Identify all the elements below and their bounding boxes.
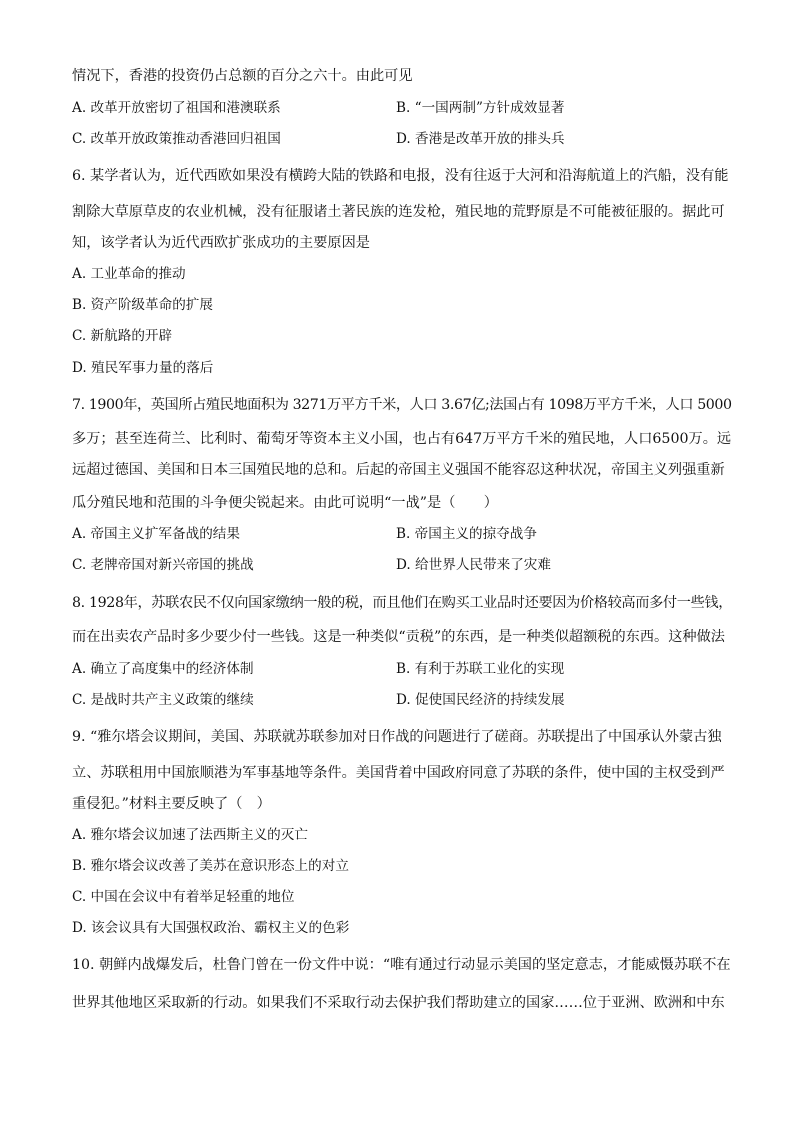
q9-option-a: A. 雅尔塔会议加速了法西斯主义的灭亡 (72, 827, 308, 843)
q7-stem-line-3: 远超过德国、美国和日本三国殖民地的总和。后起的帝国主义强国不能容忍这种状况，帝国主义列强重新 (72, 462, 725, 478)
q6-option-d: D. 殖民军事力量的落后 (72, 360, 214, 376)
q10-stem-line-1: 10. 朝鲜内战爆发后，杜鲁门曾在一份文件中说：“唯有通过行动显示美国的坚定意志，才能威慑苏联不在 (72, 957, 731, 973)
q5-option-a: A. 改革开放密切了祖国和港澳联系 (72, 100, 281, 116)
q5-option-c: C. 改革开放政策推动香港回归祖国 (72, 131, 281, 147)
q8-stem-line-2: 而在出卖农产品时多少要少付一些钱。这是一种类似“贡税”的东西，是一种类似超额税的东西。这种做法 (72, 629, 725, 645)
q9-option-b: B. 雅尔塔会议改善了美苏在意识形态上的对立 (72, 858, 349, 874)
q6-option-c: C. 新航路的开辟 (72, 328, 173, 344)
q7-option-c: C. 老牌帝国对新兴帝国的挑战 (72, 557, 254, 573)
q5-option-d: D. 香港是改革开放的排头兵 (396, 131, 565, 147)
q8-stem-line-1: 8. 1928年，苏联农民不仅向国家缴纳一般的税，而且他们在购买工业品时还要因为价格较高而多付一些钱， (72, 595, 733, 611)
q8-option-d: D. 促使国民经济的持续发展 (396, 692, 565, 708)
q9-option-d: D. 该会议具有大国强权政治、霸权主义的色彩 (72, 920, 350, 936)
q6-option-b: B. 资产阶级革命的扩展 (72, 297, 213, 313)
q9-stem-line-3: 重侵犯。”材料主要反映了（ ） (72, 796, 271, 812)
q9-stem-line-2: 立、苏联租用中国旅顺港为军事基地等条件。美国背着中国政府同意了苏联的条件，使中国的主权受到严 (72, 765, 725, 781)
intro-line: 情况下，香港的投资仍占总额的百分之六十。由此可见 (72, 68, 413, 84)
q6-stem-line-1: 6. 某学者认为，近代西欧如果没有横跨大陆的铁路和电报，没有往返于大河和沿海航道上的汽船，没有能 (72, 168, 729, 184)
q5-option-b: B. “一国两制”方针成效显著 (396, 100, 565, 116)
q7-option-b: B. 帝国主义的掠夺战争 (396, 526, 537, 542)
q8-option-b: B. 有利于苏联工业化的实现 (396, 661, 565, 677)
q6-option-a: A. 工业革命的推动 (72, 266, 186, 282)
q7-stem-line-1: 7. 1900年，英国所占殖民地面积为 3271万平方千米，人口 3.67亿;法国占有 1098万平方千米，人口 5000 (72, 397, 732, 413)
q6-stem-line-2: 割除大草原草皮的农业机械，没有征服诸土著民族的连发枪，殖民地的荒野原是不可能被征服的。据此可 (72, 204, 725, 220)
q9-stem-line-1: 9. “雅尔塔会议期间，美国、苏联就苏联参加对日作战的问题进行了磋商。苏联提出了中国承认外蒙古独 (72, 729, 722, 745)
q7-option-a: A. 帝国主义扩军备战的结果 (72, 526, 240, 542)
q10-stem-line-2: 世界其他地区采取新的行动。如果我们不采取行动去保护我们帮助建立的国家……位于亚洲、欧洲和中东 (72, 995, 725, 1011)
q7-option-d: D. 给世界人民带来了灾难 (396, 557, 551, 573)
q6-stem-line-3: 知，该学者认为近代西欧扩张成功的主要原因是 (72, 235, 370, 251)
q7-stem-line-4: 瓜分殖民地和范围的斗争便尖锐起来。由此可说明“一战”是（ ） (72, 495, 498, 511)
q7-stem-line-2: 多万；甚至连荷兰、比利时、葡萄牙等资本主义小国，也占有647万平方千米的殖民地，人口6500万。远 (72, 431, 732, 447)
q8-option-c: C. 是战时共产主义政策的继续 (72, 692, 254, 708)
q8-option-a: A. 确立了高度集中的经济体制 (72, 661, 254, 677)
q9-option-c: C. 中国在会议中有着举足轻重的地位 (72, 889, 295, 905)
